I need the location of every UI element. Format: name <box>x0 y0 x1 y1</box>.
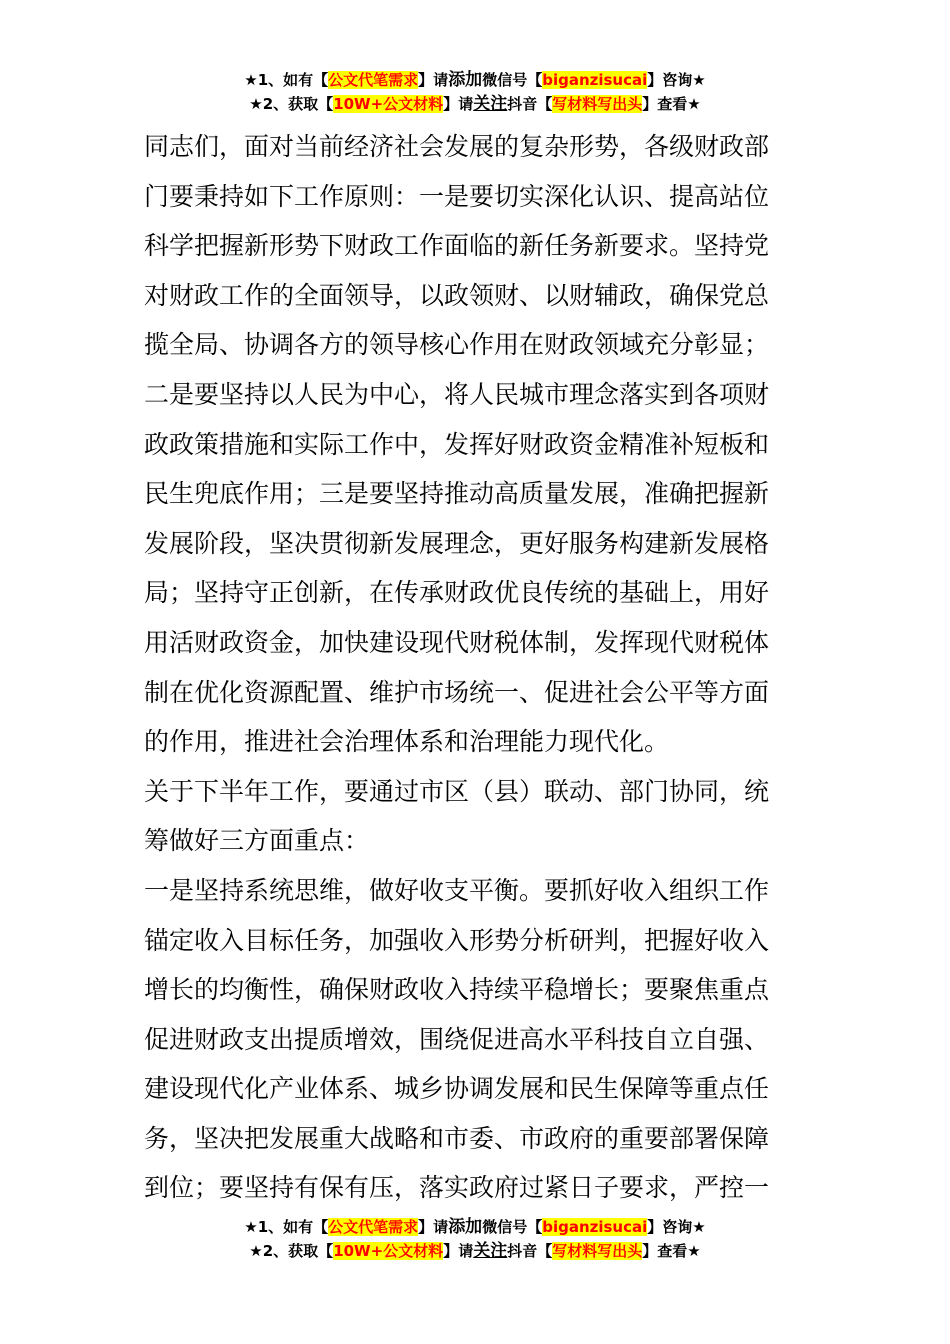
text-line: 门要秉持如下工作原则：一是要切实深化认识、提高站位 <box>144 181 770 211</box>
header-banner <box>0 68 950 116</box>
text-line: 二是要坚持以人民为中心，将人民城市理念落实到各项财 <box>144 379 770 409</box>
text-line: 制在优化资源配置、维护市场统一、促进社会公平等方面 <box>144 677 770 707</box>
text-line: 用活财政资金，加快建设现代财税体制，发挥现代财税体 <box>144 627 770 657</box>
text-line: 促进财政支出提质增效，围绕促进高水平科技自立自强、 <box>144 1024 770 1054</box>
text-line: 一是坚持系统思维，做好收支平衡。要抓好收入组织工作 <box>144 875 770 905</box>
text-line: 政政策措施和实际工作中，发挥好财政资金精准补短板和 <box>144 429 770 459</box>
materials-highlight: 10W+公文材料 <box>333 95 444 113</box>
text-line: 锚定收入目标任务，加强收入形势分析研判，把握好收入 <box>144 925 770 955</box>
wechat-id-highlight: biganzisucai <box>542 71 648 89</box>
banner-line-1: ★1、如有【公文代笔需求】请添加微信号【biganzisucai】咨询★ <box>244 1217 706 1237</box>
text-line: 揽全局、协调各方的领导核心作用在财政领域充分彰显； <box>144 330 770 360</box>
text-line: 务，坚决把发展重大战略和市委、市政府的重要部署保障 <box>144 1123 770 1153</box>
douyin-account-highlight: 写材料写出头 <box>552 95 643 113</box>
materials-highlight: 10W+公文材料 <box>333 1242 444 1260</box>
text-line: 建设现代化产业体系、城乡协调发展和民生保障等重点任 <box>144 1074 770 1104</box>
banner-line-1: ★1、如有【公文代笔需求】请添加微信号【biganzisucai】咨询★ <box>244 70 706 90</box>
banner-line-2: ★2、获取【10W+公文材料】请关注抖音【写材料写出头】查看★ <box>249 94 701 114</box>
text-line: 局；坚持守正创新，在传承财政优良传统的基础上，用好 <box>144 578 770 608</box>
footer-banner <box>0 1215 950 1263</box>
douyin-account-highlight: 写材料写出头 <box>552 1242 643 1260</box>
text-line: 科学把握新形势下财政工作面临的新任务新要求。坚持党 <box>144 231 770 261</box>
wechat-id-highlight: biganzisucai <box>542 1218 648 1236</box>
text-line: 发展阶段，坚决贯彻新发展理念，更好服务构建新发展格 <box>144 528 770 558</box>
text-line: 的作用，推进社会治理体系和治理能力现代化。 <box>144 727 670 757</box>
document-body <box>144 122 810 1213</box>
text-line: 到位；要坚持有保有压，落实政府过紧日子要求，严控一 <box>144 1173 770 1203</box>
text-line: 关于下半年工作，要通过市区（县）联动、部门协同，统 <box>144 776 770 806</box>
text-line: 民生兜底作用；三是要坚持推动高质量发展，准确把握新 <box>144 479 770 509</box>
text-line: 筹做好三方面重点： <box>144 826 370 856</box>
service-highlight: 公文代笔需求 <box>328 71 419 89</box>
text-line: 对财政工作的全面领导，以政领财、以财辅政，确保党总 <box>144 280 770 310</box>
banner-line-2: ★2、获取【10W+公文材料】请关注抖音【写材料写出头】查看★ <box>249 1241 701 1261</box>
service-highlight: 公文代笔需求 <box>328 1218 419 1236</box>
text-line: 同志们，面对当前经济社会发展的复杂形势，各级财政部 <box>144 132 770 161</box>
text-line: 增长的均衡性，确保财政收入持续平稳增长；要聚焦重点 <box>144 975 770 1005</box>
